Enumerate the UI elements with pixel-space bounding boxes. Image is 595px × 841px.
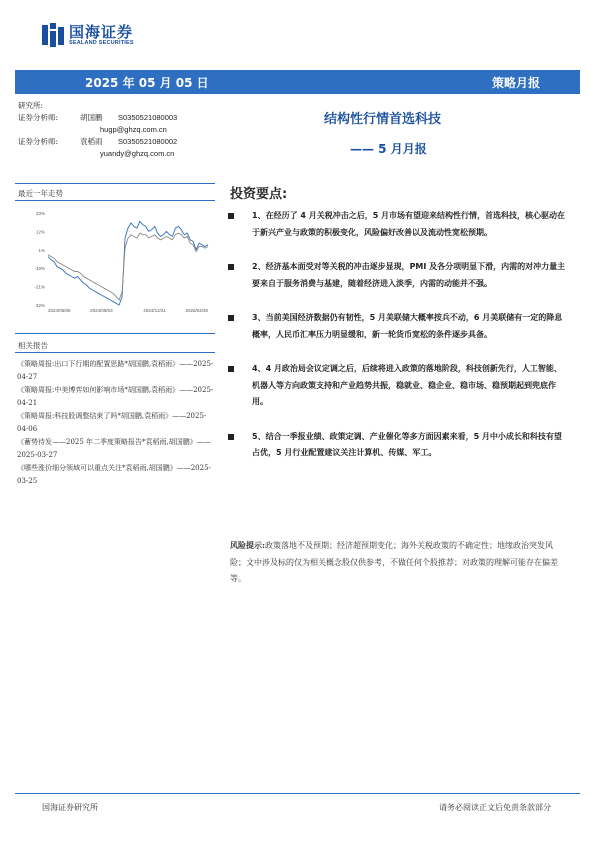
x-tick-label: 2025/04/30	[185, 308, 208, 313]
square-bullet-icon	[228, 434, 234, 440]
investment-point-text: 5、结合一季报业绩、政策定调、产业催化等多方面因素来看，5 月中小成长和科技有望占优，5 月行业配置建议关注计算机、传媒、军工。	[252, 431, 562, 457]
date-bar	[15, 70, 580, 94]
square-bullet-icon	[228, 366, 234, 372]
report-date: 2025 年 05 月 05 日	[85, 76, 209, 90]
y-tick-label: 1%	[38, 247, 45, 253]
analyst-row	[18, 136, 177, 148]
risk-warning	[230, 537, 568, 588]
analyst-block	[18, 100, 177, 160]
related-report-link[interactable]: 《策略周报:出口下行期的配置思路*胡国鹏,袁稻雨》——2025-04-27	[17, 360, 214, 381]
divider	[15, 333, 215, 334]
series-line-1	[48, 233, 208, 300]
analyst-id: S0350521080002	[118, 137, 178, 146]
divider	[15, 183, 215, 184]
report-title: 结构性行情首选科技	[324, 112, 442, 127]
related-report-link[interactable]: 《策略周报:科技股调整结束了吗*胡国鹏,袁稻雨》——2025-04-06	[17, 412, 207, 433]
logo-en-text: SEALAND SECURITIES	[69, 40, 134, 46]
footer-disclaimer: 请务必阅读正文后免责条款部分	[439, 803, 551, 812]
x-tick-label: 2024/05/06	[48, 308, 71, 313]
investment-point-text: 1、在经历了 4 月关税冲击之后，5 月市场有望迎来结构性行情，首选科技，核心驱动在于新兴产业与政策的积极变化，风险偏好改善以及流动性宽松预期。	[252, 211, 566, 237]
risk-label: 风险提示:	[230, 540, 265, 550]
y-tick-label: -10%	[34, 266, 45, 272]
analyst-name: 袁稻雨	[80, 137, 103, 146]
investment-point-text: 4、4 月政治局会议定调之后，后续将进入政策的落地阶段，科技创新先行，人工智能、机器人等方向政策支持和产业趋势共振，稳就业、稳企业、稳市场、稳预期起到兜底作用。	[252, 364, 562, 406]
analyst-label: 证券分析师:	[18, 137, 59, 146]
analyst-email[interactable]: hugp@ghzq.com.cn	[100, 125, 167, 134]
research-label: 研究所:	[18, 101, 44, 110]
related-reports	[17, 358, 217, 488]
sealand-logo	[42, 22, 134, 48]
investment-point	[228, 429, 568, 462]
investment-point	[228, 361, 568, 411]
related-report-link[interactable]: 《哪些涨价细分领域可以重点关注*袁稻雨,胡国鹏》——2025-03-25	[17, 464, 211, 485]
analyst-name: 胡国鹏	[80, 113, 103, 122]
investment-point	[228, 208, 568, 241]
trend-label: 最近一年走势	[18, 189, 63, 198]
square-bullet-icon	[228, 264, 234, 270]
x-tick-label: 2024/09/03	[90, 308, 113, 313]
risk-text: 政策落地不及预期；经济超预期变化；海外关税政策的不确定性；地缘政治突发风险；文中涉及标的仅为相关概念股仅供参考，不做任何个股推荐；对政策的理解可能存在偏差等。	[230, 541, 558, 583]
logo-cn-text: 国海证券	[69, 23, 134, 41]
footer-org: 国海证券研究所	[42, 803, 98, 812]
related-label: 相关报告	[18, 341, 48, 350]
report-type: 策略月报	[491, 76, 540, 90]
square-bullet-icon	[228, 315, 234, 321]
analyst-id: S0350521080003	[118, 113, 178, 122]
analyst-email[interactable]: yuandy@ghzq.com.cn	[100, 149, 175, 158]
y-tick-label: -21%	[34, 284, 45, 290]
investment-title: 投资要点:	[230, 187, 288, 202]
sealand-logo-icon	[42, 23, 64, 47]
y-tick-label: 23%	[35, 211, 45, 216]
footer-divider	[15, 793, 580, 794]
investment-point-text: 3、当前美国经济数据仍有韧性，5 月美联储大概率按兵不动，6 月美联储有一定的降息概率，人民币汇率压力明显缓和，新一轮货币宽松的条件逐步具备。	[252, 313, 563, 339]
investment-point	[228, 259, 568, 292]
report-subtitle: —— 5 月月报	[350, 142, 427, 156]
x-tick-label: 2024/12/31	[143, 308, 166, 313]
square-bullet-icon	[228, 213, 234, 219]
divider	[15, 200, 215, 201]
investment-points	[228, 208, 568, 480]
series-line-0	[48, 221, 208, 305]
divider	[15, 352, 215, 353]
y-tick-label: 12%	[35, 229, 45, 235]
y-tick-label: -32%	[34, 303, 45, 308]
related-report-link[interactable]: 《策略周报:中美博弈如何影响市场*胡国鹏,袁稻雨》——2025-04-21	[17, 386, 214, 407]
investment-point-text: 2、经济基本面受对等关税的冲击逐步显现，PMI 及各分项明显下滑，内需的对冲力量主要来自于服务消费与基建，随着经济进入淡季，内需的动能并不强。	[252, 262, 566, 288]
analyst-label: 证券分析师:	[18, 113, 59, 122]
investment-point	[228, 310, 568, 343]
analyst-row	[18, 112, 177, 124]
trend-chart	[20, 205, 210, 313]
related-report-link[interactable]: 《蓄势待发——2025 年二季度策略报告*袁稻雨,胡国鹏》——2025-03-27	[17, 438, 211, 459]
